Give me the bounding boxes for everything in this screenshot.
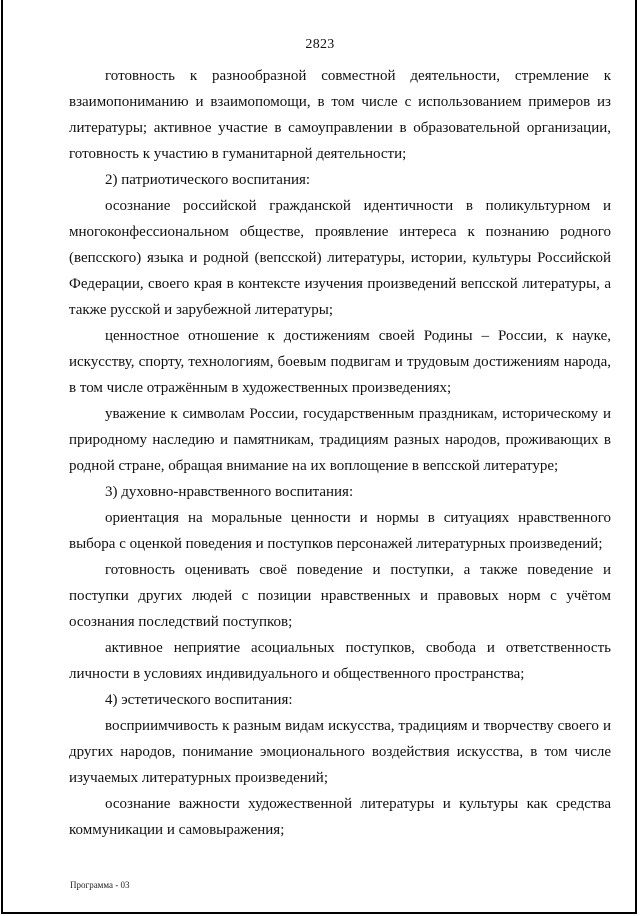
paragraph: восприимчивость к разным видам искусства, традициям и творчеству своего и других народов, понимание эмоционального воздействия искусства, в том числе изучаемых литературных произведений; — [69, 718, 611, 786]
document-body — [69, 63, 611, 843]
paragraph: ценностное отношение к достижениям своей Родины – России, к науке, искусству, спорту, технологиям, боевым подвигам и трудовым достижениям народа, в том числе отражённым в художественных произведениях; — [69, 328, 611, 396]
section-heading: 4) эстетического воспитания: — [105, 692, 293, 708]
paragraph: уважение к символам России, государственным праздникам, историческому и природному наследию и памятникам, традициям разных народов, проживающих в родной стране, обращая внимание на их воплощение в вепсской литературе; — [69, 406, 611, 474]
paragraph: ориентация на моральные ценности и нормы в ситуациях нравственного выбора с оценкой поведения и поступков персонажей литературных произведений; — [69, 510, 611, 552]
section-heading: 3) духовно-нравственного воспитания: — [105, 484, 354, 500]
footer-label: Программа - 03 — [70, 880, 130, 890]
section-heading: 2) патриотического воспитания: — [105, 172, 311, 188]
paragraph: осознание важности художественной литературы и культуры как средства коммуникации и самовыражения; — [69, 796, 611, 838]
paragraph: готовность к разнообразной совместной деятельности, стремление к взаимопониманию и взаимопомощи, в том числе с использованием примеров из литературы; активное участие в самоуправлении в образовательной организации, готовность к участию в гуманитарной деятельности; — [69, 68, 611, 162]
paragraph: активное неприятие асоциальных поступков, свобода и ответственность личности в условиях индивидуального и общественного пространства; — [69, 640, 611, 682]
paragraph: готовность оценивать своё поведение и поступки, а также поведение и поступки других людей с позиции нравственных и правовых норм с учётом осознания последствий поступков; — [69, 562, 611, 630]
paragraph: осознание российской гражданской идентичности в поликультурном и многоконфессиональном обществе, проявление интереса к познанию родного (вепсского) языка и родной (вепсской) литературы, истории, культуры Российской Федерации, своего края в контексте изучения произведений вепсской литературы, а также русской и зарубежной литературы; — [69, 198, 611, 318]
page-number: 2823 — [305, 37, 335, 52]
